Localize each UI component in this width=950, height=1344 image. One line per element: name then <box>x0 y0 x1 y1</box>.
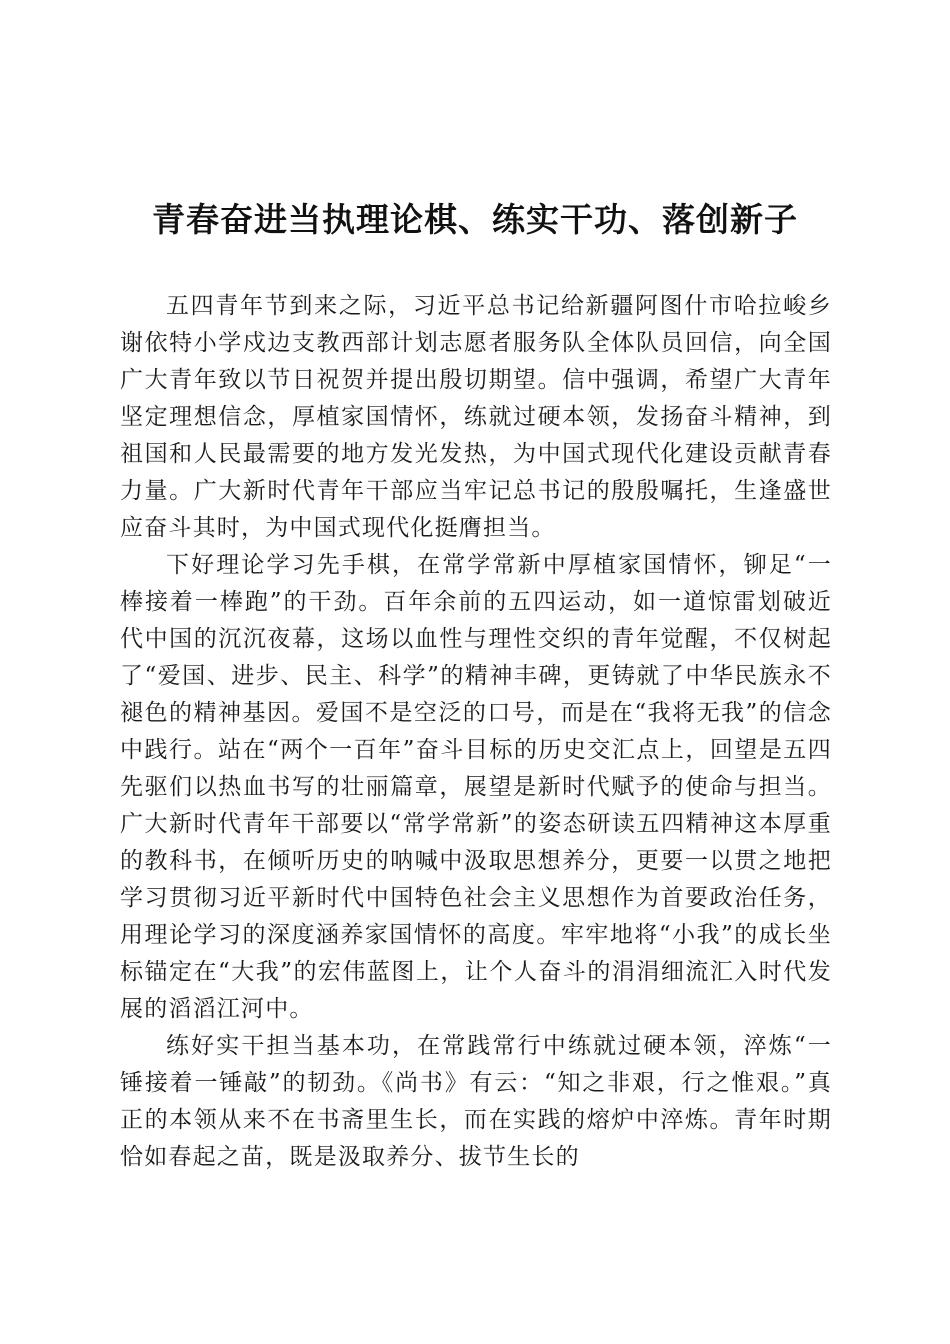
paragraph-2: 下好理论学习先手棋，在常学常新中厚植家国情怀，铆足“一棒接着一棒跑”的干劲。百年余前的五四运动，如一道惊雷划破近代中国的沉沉夜幕，这场以血性与理性交织的青年觉醒，不仅树起了“爱国、进步、民主、科学”的精神丰碑，更铸就了中华民族永不褪色的精神基因。爱国不是空泛的口号，而是在“我将无我”的信念中践行。站在“两个一百年”奋斗目标的历史交汇点上，回望是五四先驱们以热血书写的壮丽篇章，展望是新时代赋予的使命与担当。广大新时代青年干部要以“常学常新”的姿态研读五四精神这本厚重的教科书，在倾听历史的呐喊中汲取思想养分，更要一以贯之地把学习贯彻习近平新时代中国特色社会主义思想作为首要政治任务，用理论学习的深度涵养家国情怀的高度。牢牢地将“小我”的成长坐标锚定在“大我”的宏伟蓝图上，让个人奋斗的涓涓细流汇入时代发展的滔滔江河中。 <box>120 552 832 1022</box>
paragraph-3: 练好实干担当基本功，在常践常行中练就过硬本领，淬炼“一锤接着一锤敲”的韧劲。《尚书》有云：“知之非艰，行之惟艰。”真正的本领从来不在书斋里生长，而在实践的熔炉中淬炼。青年时期恰如春起之苗，既是汲取养分、拔节生长的 <box>120 1033 832 1170</box>
document-title: 青春奋进当执理论棋、练实干功、落创新子 <box>152 200 798 239</box>
document-body <box>120 288 832 1176</box>
paragraph-1: 五四青年节到来之际，习近平总书记给新疆阿图什市哈拉峻乡谢依特小学戍边支教西部计划志愿者服务队全体队员回信，向全国广大青年致以节日祝贺并提出殷切期望。信中强调，希望广大青年坚定理想信念，厚植家国情怀，练就过硬本领，发扬奋斗精神，到祖国和人民最需要的地方发光发热，为中国式现代化建设贡献青春力量。广大新时代青年干部应当牢记总书记的殷殷嘱托，生逢盛世应奋斗其时，为中国式现代化挺膺担当。 <box>120 293 832 541</box>
